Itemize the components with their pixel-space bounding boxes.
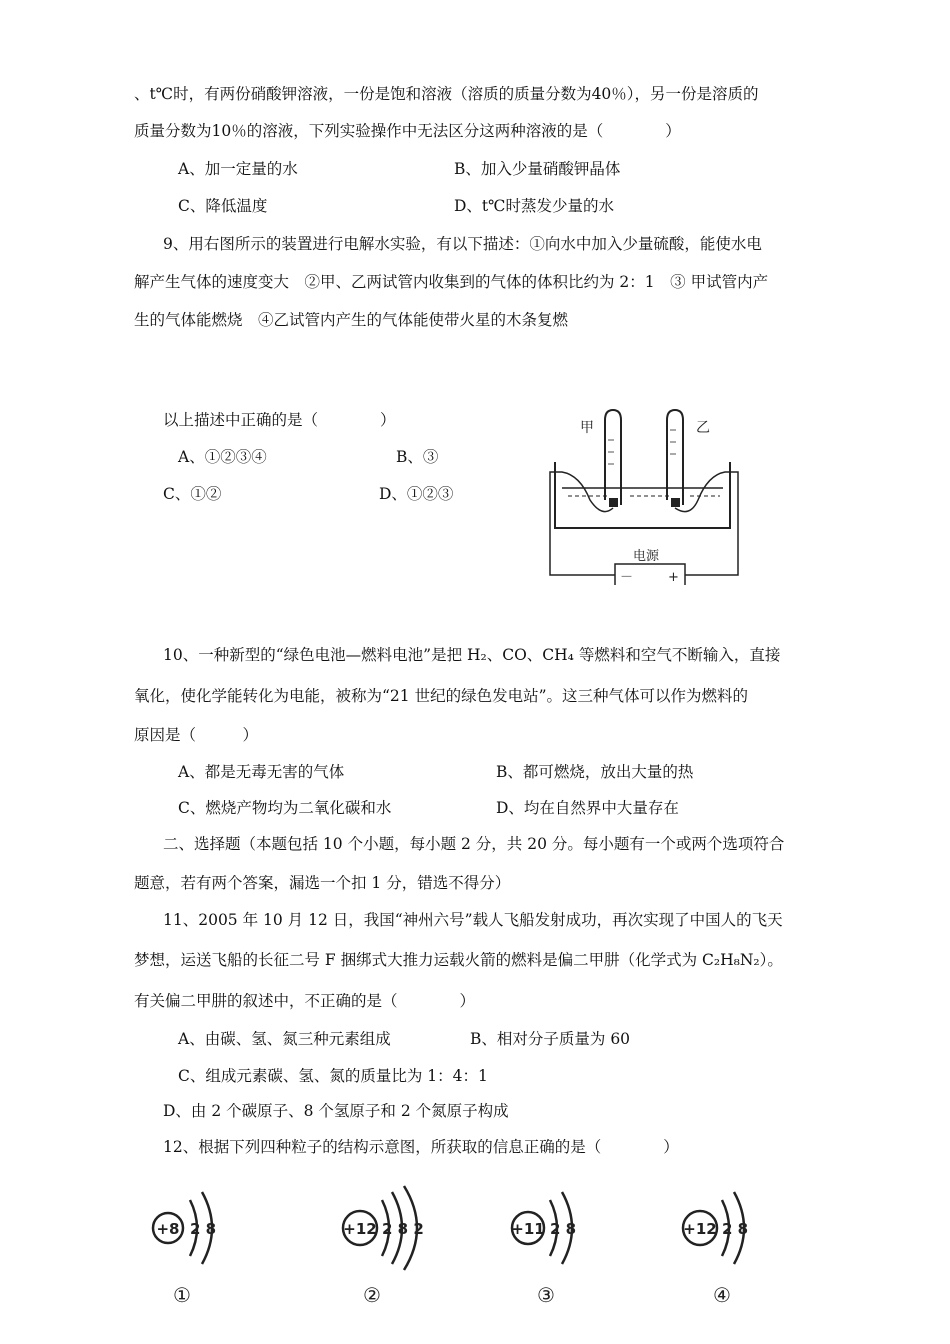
particle-3-shells: 2 8 (550, 1220, 577, 1238)
q10-stem-line1: 10、一种新型的“绿色电池—燃料电池”是把 H₂、CO、CH₄ 等燃料和空气不断输入，直接 (163, 646, 781, 664)
q9-option-a: A、①②③④ (178, 448, 267, 466)
q11-option-c: C、组成元素碳、氢、氮的质量比为 1：4：1 (178, 1067, 488, 1085)
electrolysis-apparatus-figure (540, 400, 745, 585)
negative-terminal-label: － (620, 570, 634, 585)
q8-option-a: A、加一定量的水 (178, 160, 298, 178)
q10-stem-line3: 原因是（ ） (134, 726, 259, 744)
q10-option-b: B、都可燃烧，放出大量的热 (496, 763, 694, 781)
q8-stem-line2: 质量分数为10％的溶液，下列实验操作中无法区分这两种溶液的是（ ） (134, 122, 681, 140)
particle-2-shells: 2 8 2 (382, 1220, 424, 1238)
q10-stem-line2: 氧化，使化学能转化为电能，被称为“21 世纪的绿色发电站”。这三种气体可以作为燃料的 (134, 687, 749, 705)
q11-option-a: A、由碳、氢、氮三种元素组成 (178, 1030, 391, 1048)
q11-stem-line2: 梦想，运送飞船的长征二号 F 捆绑式大推力运载火箭的燃料是偏二甲肼（化学式为 C₂H₈N₂）。 (134, 951, 783, 969)
particle-4-label: ④ (713, 1283, 731, 1307)
q9-option-b: B、③ (396, 448, 439, 466)
left-tube-label: 甲 (580, 420, 594, 436)
particle-3-label: ③ (537, 1283, 555, 1307)
particle-1-shells: 2 8 (190, 1220, 217, 1238)
q9-stem-line1: 9、用右图所示的装置进行电解水实验，有以下描述：①向水中加入少量硫酸，能使水电 (163, 235, 762, 253)
q11-stem-line1: 11、2005 年 10 月 12 日，我国“神州六号”载人飞船发射成功，再次实现了中国人的飞天 (163, 911, 783, 929)
q12-stem: 12、根据下列四种粒子的结构示意图，所获取的信息正确的是（ ） (163, 1138, 679, 1156)
particle-4-shells: 2 8 (722, 1220, 749, 1238)
q10-option-d: D、均在自然界中大量存在 (496, 799, 679, 817)
power-source-label: 电源 (633, 549, 660, 564)
q11-stem-line3: 有关偏二甲肼的叙述中，不正确的是（ ） (134, 992, 476, 1010)
q8-option-d: D、t℃时蒸发少量的水 (454, 197, 614, 215)
particle-1-label: ① (173, 1283, 191, 1307)
q9-option-d: D、①②③ (379, 485, 454, 503)
q10-option-c: C、燃烧产物均为二氧化碳和水 (178, 799, 392, 817)
particle-diagram-2 (330, 1180, 450, 1310)
q11-option-b: B、相对分子质量为 60 (470, 1030, 631, 1048)
particle-4-nucleus: +12 (683, 1220, 717, 1238)
q8-option-b: B、加入少量硝酸钾晶体 (454, 160, 621, 178)
particle-2-label: ② (363, 1283, 381, 1307)
q9-option-c: C、①② (163, 485, 222, 503)
particle-diagram-1 (140, 1180, 250, 1310)
section2-heading-line1: 二、选择题（本题包括 10 个小题，每小题 2 分，共 20 分。每小题有一个或两个选项符合 (163, 835, 785, 853)
q10-option-a: A、都是无毒无害的气体 (178, 763, 345, 781)
section2-heading-line2: 题意，若有两个答案，漏选一个扣 1 分，错选不得分） (134, 874, 511, 892)
q9-stem-line2: 解产生气体的速度变大 ②甲、乙两试管内收集到的气体的体积比约为 2：1 ③ 甲试管内产 (134, 273, 769, 291)
right-tube-label: 乙 (696, 420, 710, 436)
particle-3-nucleus: +11 (511, 1220, 545, 1238)
q9-stem-line3: 生的气体能燃烧 ④乙试管内产生的气体能使带火星的木条复燃 (134, 311, 569, 329)
q11-option-d: D、由 2 个碳原子、8 个氢原子和 2 个氮原子构成 (163, 1102, 509, 1120)
particle-2-nucleus: +12 (343, 1220, 377, 1238)
particle-1-nucleus: +8 (156, 1220, 180, 1238)
particle-diagram-3 (500, 1180, 610, 1310)
particle-diagram-4 (670, 1180, 780, 1310)
q8-stem-line1: 、t℃时，有两份硝酸钾溶液，一份是饱和溶液（溶质的质量分数为40％），另一份是溶质的 (134, 85, 759, 103)
q8-option-c: C、降低温度 (178, 197, 268, 215)
q9-prompt: 以上描述中正确的是（ ） (163, 411, 396, 429)
positive-terminal-label: + (668, 570, 679, 585)
